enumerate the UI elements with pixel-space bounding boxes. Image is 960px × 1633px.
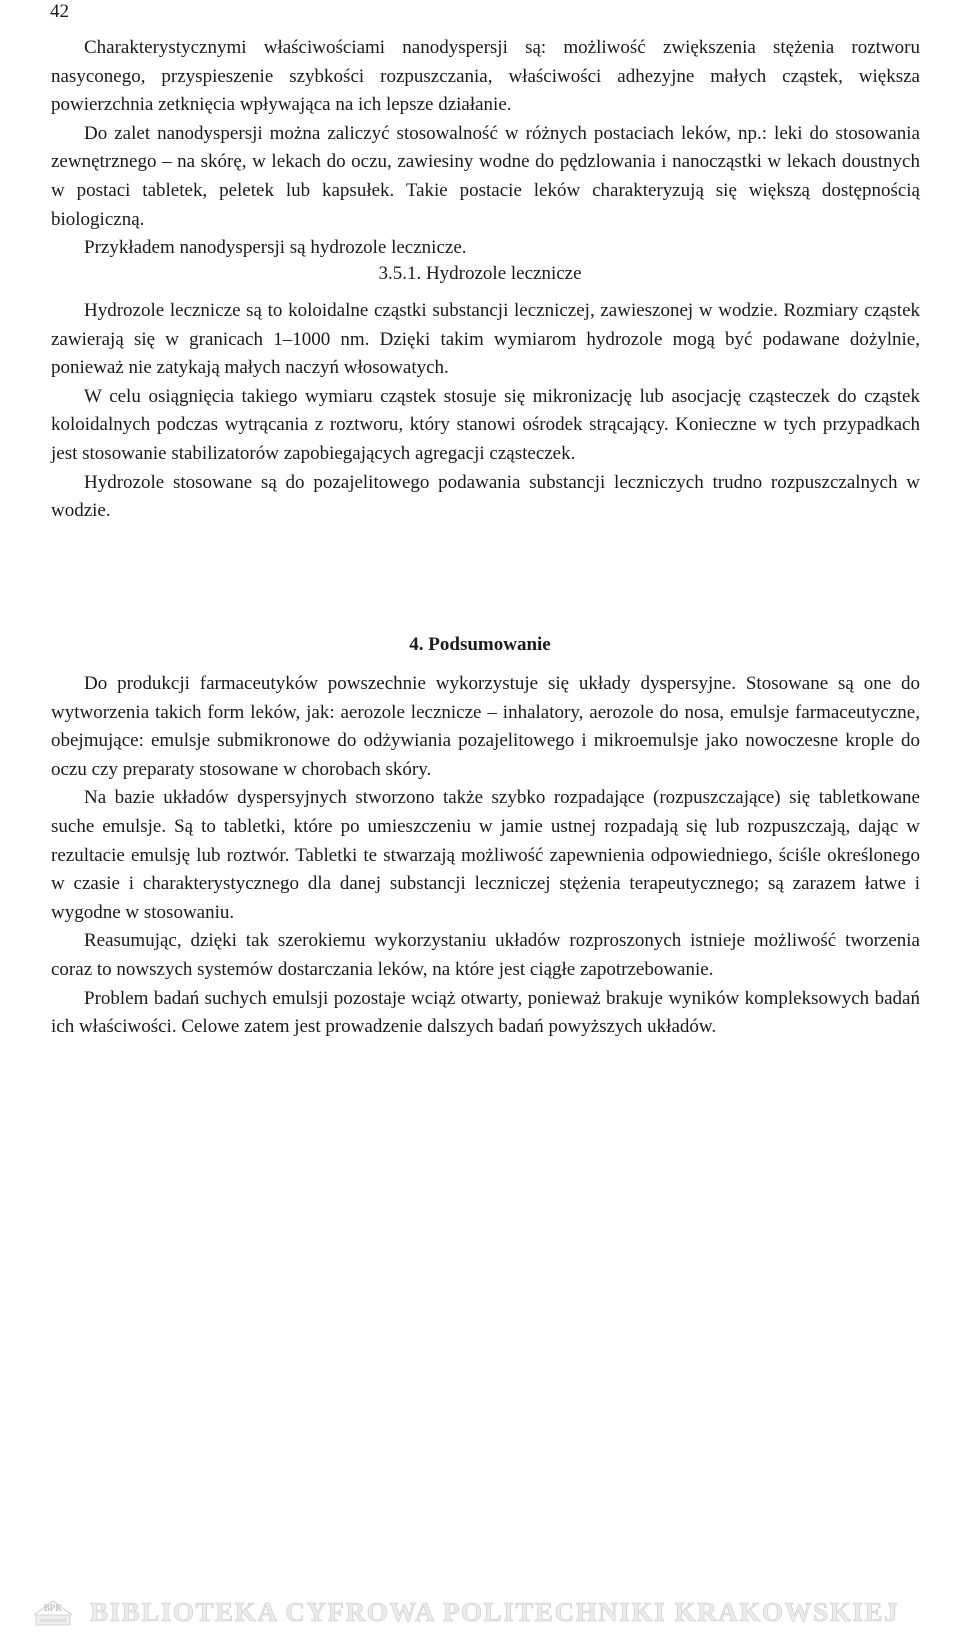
paragraph: Reasumując, dzięki tak szerokiemu wykorzystaniu układów rozproszonych istnieje możliwość tworzenia coraz to nowszych systemów dostarczania leków, na które jest ciągłe zapotrzebowanie. <box>51 930 920 980</box>
intro-text-block <box>51 34 920 263</box>
section-heading: 4. Podsumowanie <box>409 634 551 655</box>
library-logo-text: BPK <box>43 1603 63 1613</box>
paragraph: Do zalet nanodyspersji można zaliczyć stosowalność w różnych postaciach leków, np.: leki do stosowania zewnętrznego – na skórę, w lekach do oczu, zawiesiny wodne do pędzlowania i nanocząstki w lekach doustnych w postaci tabletek, peletek lub kapsułek. Takie postacie leków charakteryzują się większą dostępnością biologiczną. <box>51 122 920 230</box>
summary-text-block <box>51 670 920 1042</box>
library-watermark-footer <box>0 1591 960 1633</box>
paragraph: Na bazie układów dyspersyjnych stworzono także szybko rozpadające (rozpuszczające) się tabletkowane suche emulsje. Są to tabletki, które po umieszczeniu w jamie ustnej rozpadają się lub rozpuszczają, dając w rezultacie emulsję lub roztwór. Tabletki te stwarzają możliwość zapewnienia odpowiedniego, ściśle określonego w czasie i charakterystycznego dla danej substancji leczniczej stężenia terapeutycznego; są zarazem łatwe i wygodne w stosowaniu. <box>51 787 920 923</box>
library-logo-icon <box>26 1595 80 1629</box>
page-number: 42 <box>50 1 69 22</box>
paragraph: Przykładem nanodyspersji są hydrozole lecznicze. <box>84 237 467 259</box>
paragraph: Hydrozole stosowane są do pozajelitowego podawania substancji leczniczych trudno rozpuszczalnych w wodzie. <box>51 471 920 522</box>
paragraph: W celu osiągnięcia takiego wymiaru cząstek stosuje się mikronizację lub asocjację cząsteczek do cząstek koloidalnych podczas wytrącania z roztworu, który stanowi ośrodek strącający. Konieczne w tych przypadkach jest stosowanie stabilizatorów zapobiegających agregacji cząsteczek. <box>51 385 920 464</box>
paragraph: Problem badań suchych emulsji pozostaje wciąż otwarty, ponieważ brakuje wyników kompleksowych badań ich właściwości. Celowe zatem jest prowadzenie dalszych badań powyższych układów. <box>51 987 920 1038</box>
paragraph: Charakterystycznymi właściwościami nanodyspersji są: możliwość zwiększenia stężenia roztworu nasyconego, przyspieszenie szybkości rozpuszczania, właściwości adhezyjne małych cząstek, większa powierzchnia zetknięcia wpływająca na ich lepsze działanie. <box>51 37 920 116</box>
hydrozole-text-block <box>51 297 920 526</box>
paragraph: Do produkcji farmaceutyków powszechnie wykorzystuje się układy dyspersyjne. Stosowane są one do wytworzenia takich form leków, jak: aerozole lecznicze – inhalatory, aerozole do nosa, emulsje farmaceutyczne, obejmujące: emulsje submikronowe do odżywiania pozajelitowego i mikroemulsje jako nowoczesne krople do oczu czy preparaty stosowane w chorobach skóry. <box>51 673 920 780</box>
library-watermark-text: BIBLIOTEKA CYFROWA POLITECHNIKI KRAKOWSKIEJ <box>90 1597 900 1627</box>
subsection-heading: 3.5.1. Hydrozole lecznicze <box>378 263 582 284</box>
paragraph: Hydrozole lecznicze są to koloidalne cząstki substancji leczniczej, zawieszonej w wodzie. Rozmiary cząstek zawierają się w granicach 1–1000 nm. Dzięki takim wymiarom hydrozole mogą być podawane dożylnie, ponieważ nie zatykają małych naczyń włosowatych. <box>51 300 920 379</box>
